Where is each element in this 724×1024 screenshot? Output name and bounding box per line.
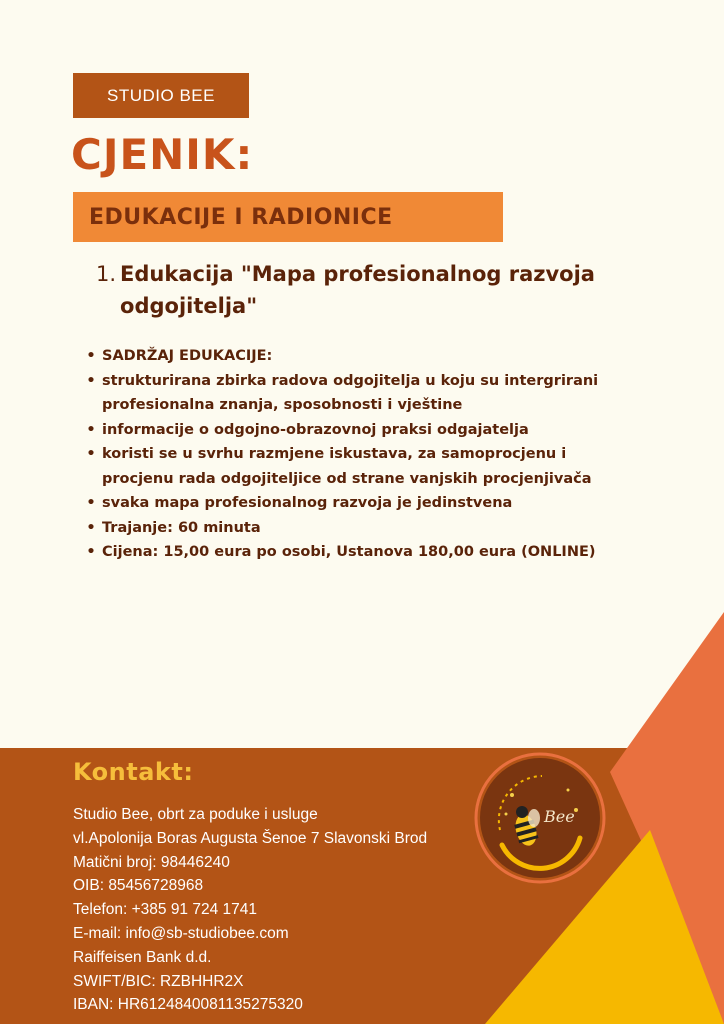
contact-line: SWIFT/BIC: RZBHHR2X <box>73 972 244 990</box>
contact-line: Telefon: +385 91 724 1741 <box>73 901 258 919</box>
contact-line: vl.Apolonija Boras Augusta Šenoe 7 Slavonski Brod <box>73 829 428 847</box>
contact-line: OIB: 85456728968 <box>73 877 204 895</box>
section-label: EDUKACIJE I RADIONICE <box>89 204 393 230</box>
education-title: Edukacija "Mapa profesionalnog razvoja odgojitelja" <box>120 262 595 318</box>
studio-label: STUDIO BEE <box>107 85 215 105</box>
list-item: • Trajanje: 60 minuta <box>80 516 610 541</box>
bullet-icon: • <box>86 495 96 511</box>
contact-line: Matični broj: 98446240 <box>73 853 230 871</box>
education-number: 1. <box>96 262 117 286</box>
bullet-icon: • <box>86 446 96 462</box>
list-item: • strukturirana zbirka radova odgojitelja u koju su intergrirani profesionalna znanja, sposobnosti i vještine <box>80 369 610 418</box>
contact-line: IBAN: HR6124840081135275320 <box>73 996 303 1014</box>
list-item: • SADRŽAJ EDUKACIJE: <box>80 344 610 369</box>
details-list <box>80 344 610 565</box>
bullet-icon: • <box>86 421 96 438</box>
bullet-icon: • <box>86 519 96 536</box>
list-item: • Cijena: 15,00 eura po osobi, Ustanova 180,00 eura (ONLINE) <box>80 540 610 565</box>
bullet-icon: • <box>86 372 96 389</box>
bullet-icon: • <box>86 348 96 364</box>
logo-text: Bee <box>544 807 575 826</box>
contact-title: Kontakt: <box>73 758 194 786</box>
contact-line: Studio Bee, obrt za poduke i usluge <box>73 806 318 823</box>
page-title: CJENIK: <box>71 130 254 179</box>
list-item: • informacije o odgojno-obrazovnoj praksi odgajatelja <box>80 418 610 443</box>
education-heading <box>96 258 616 322</box>
bullet-icon: • <box>86 544 96 560</box>
studio-bee-logo <box>472 750 608 886</box>
contact-info <box>73 803 493 1017</box>
contact-line: Raiffeisen Bank d.d. <box>73 948 212 966</box>
list-item: • svaka mapa profesionalnog razvoja je jedinstvena <box>80 491 610 516</box>
list-item: • koristi se u svrhu razmjene iskustava, za samoprocjenu i procjenu rada odgojiteljice od strane vanjskih procjenjivača <box>80 442 610 491</box>
contact-email[interactable]: E-mail: info@sb-studiobee.com <box>73 924 289 942</box>
studio-badge <box>73 73 249 118</box>
section-heading <box>73 192 503 242</box>
